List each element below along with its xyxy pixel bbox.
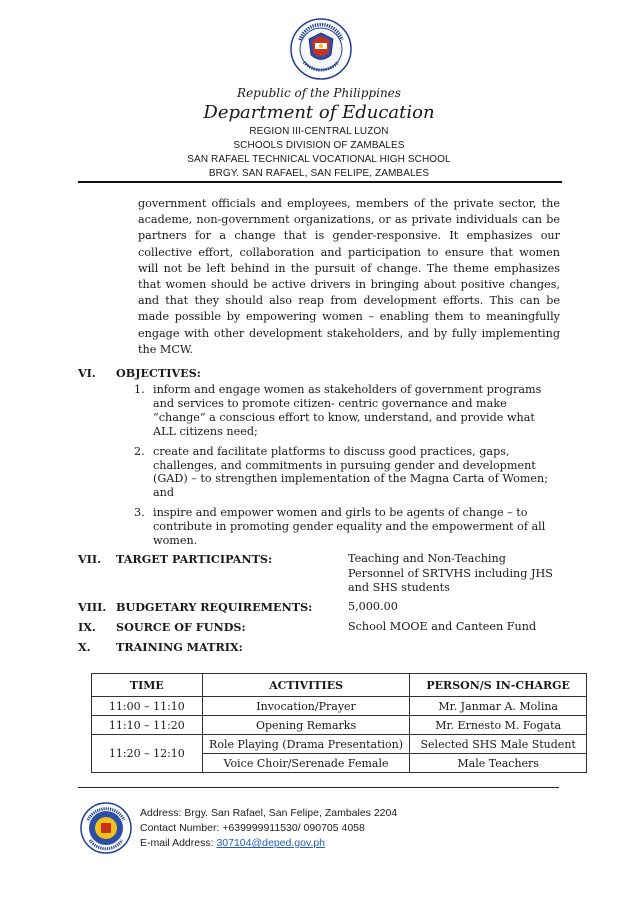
footer-email-label: E-mail Address: — [140, 837, 217, 849]
section-title: OBJECTIVES: — [116, 366, 201, 380]
column-header-time: TIME — [92, 674, 203, 697]
republic-heading: Republic of the Philippines — [237, 86, 401, 100]
footer-address: Address: Brgy. San Rafael, San Felipe, Zambales 2204 — [140, 807, 398, 819]
activity-cell: Opening Remarks — [202, 716, 410, 735]
school-address-heading: BRGY. SAN RAFAEL, SAN FELIPE, ZAMBALES — [208, 168, 430, 179]
body-paragraph: government officials and employees, members of the private sector, the academe, non-government organizations, or as private individuals can be partners for a change that is gender-responsive. It emphasizes our collective effort, collaboration and participation to ensure that women will not be left behind in the pursuit of change. The theme emphasizes that women should be active drivers in bringing about positive changes, and that they should also reap from development efforts. This can be made possible by empowering women – enabling them to meaningfully engage with other development stakeholders, and by fully implementing the MCW. — [138, 197, 560, 356]
table-row — [92, 697, 587, 716]
section-title: TRAINING MATRIX: — [116, 640, 243, 654]
person-cell: Mr. Ernesto M. Fogata — [410, 716, 587, 735]
time-cell: 11:20 – 12:10 — [92, 735, 203, 773]
header-divider — [78, 181, 562, 183]
section-title: TARGET PARTICIPANTS: — [116, 552, 273, 566]
department-heading: Department of Education — [203, 102, 435, 123]
column-header-person-in-charge: PERSON/S IN-CHARGE — [410, 674, 587, 697]
table-header-row — [92, 674, 587, 697]
section-value: Teaching and Non-Teaching Personnel of SRTVHS including JHS and SHS students — [348, 552, 553, 594]
time-cell: 11:00 – 11:10 — [92, 697, 203, 716]
footer-divider — [78, 787, 559, 788]
activity-cell: Voice Choir/Serenade Female — [202, 754, 410, 773]
school-heading: SAN RAFAEL TECHNICAL VOCATIONAL HIGH SCHOOL — [187, 154, 451, 165]
training-matrix-table — [91, 673, 587, 773]
section-title: BUDGETARY REQUIREMENTS: — [116, 600, 313, 614]
person-cell: Mr. Janmar A. Molina — [410, 697, 587, 716]
section-number: IX. — [78, 620, 96, 634]
footer-email-line — [140, 836, 397, 851]
division-heading: SCHOOLS DIVISION OF ZAMBALES — [233, 140, 405, 151]
person-cell: Selected SHS Male Student — [410, 735, 587, 754]
list-item: 2. create and facilitate platforms to discuss good practices, gaps, challenges, and commitments in pursuing gender and development (GAD) – to strengthen implementation of the Magna Carta of Women; and — [134, 444, 549, 500]
footer-contact-block — [140, 806, 397, 851]
time-cell: 11:10 – 11:20 — [92, 716, 203, 735]
school-logo — [80, 802, 132, 854]
list-item: 1. inform and engage women as stakeholders of government programs and services to promote citizen- centric governance and make “change” a conscious effort to know, understand, and provide what ALL citizens need; — [134, 383, 542, 438]
table-row — [92, 735, 587, 754]
activity-cell: Invocation/Prayer — [202, 697, 410, 716]
region-heading: REGION III-CENTRAL LUZON — [249, 126, 389, 137]
section-value: School MOOE and Canteen Fund — [348, 620, 537, 633]
section-title: SOURCE OF FUNDS: — [116, 620, 246, 634]
footer-contact-number: Contact Number: +639999911530/ 090705 4058 — [140, 822, 365, 834]
person-cell: Male Teachers — [410, 754, 587, 773]
section-number: VI. — [78, 366, 96, 380]
section-number: X. — [78, 640, 91, 654]
list-item: 3. inspire and empower women and girls to be agents of change – to contribute in promoting gender equality and the empowerment of all women. — [134, 506, 546, 548]
section-number: VII. — [78, 552, 102, 566]
email-link[interactable]: 307104@deped.gov.ph — [216, 837, 326, 849]
deped-seal-logo — [290, 18, 352, 80]
activity-cell: Role Playing (Drama Presentation) — [202, 735, 410, 754]
section-number: VIII. — [78, 600, 107, 614]
section-value: 5,000.00 — [348, 600, 398, 613]
table-row — [92, 716, 587, 735]
objectives-list — [130, 383, 560, 554]
column-header-activities: ACTIVITIES — [202, 674, 410, 697]
